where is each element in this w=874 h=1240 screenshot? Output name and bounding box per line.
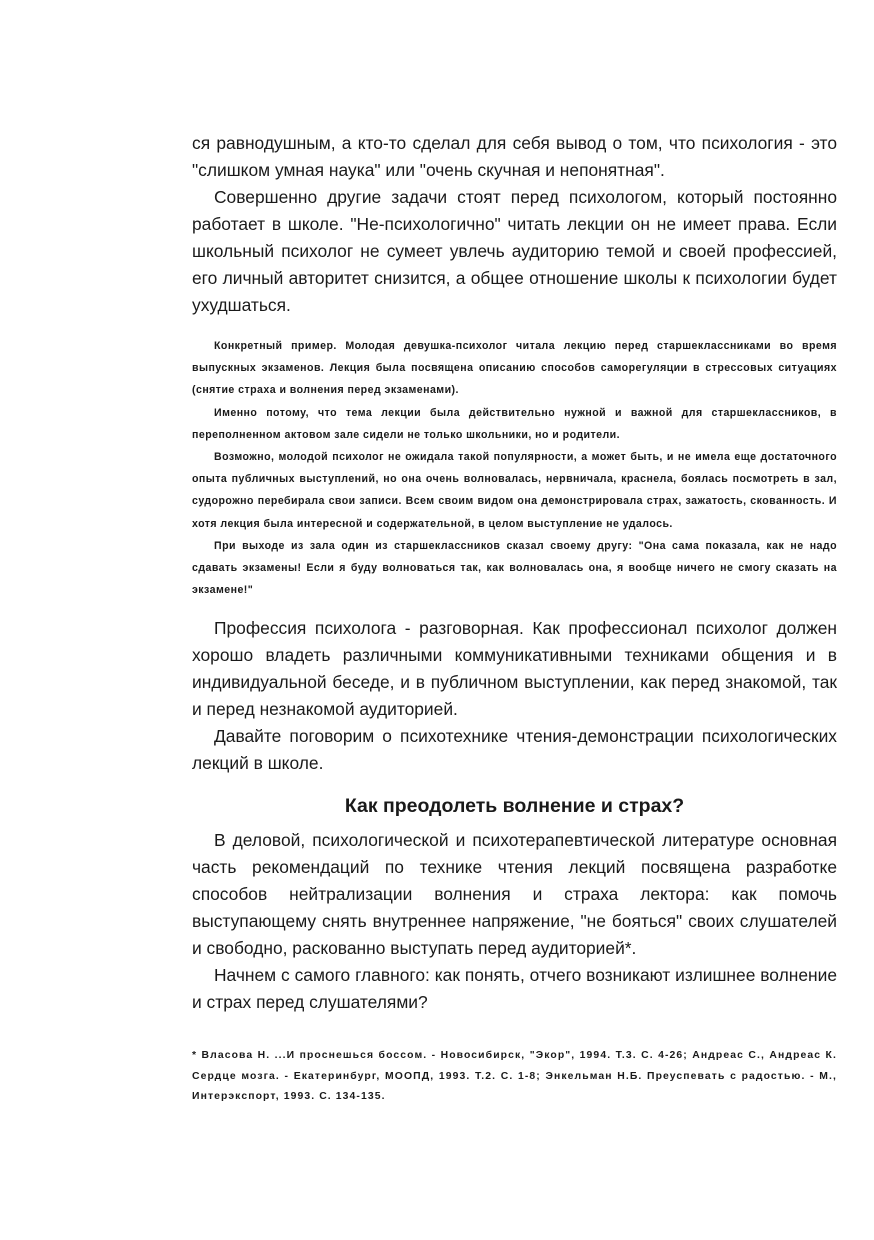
paragraph-literature: В деловой, психологической и психотерапевтической литературе основная часть рекомендаций по технике чтения лекций посвящена разработке способов нейтрализации волнения и страха лектора: как помочь выступающему снять внутреннее напряжение, "не бояться" своих слушателей и свободно, раскованно выступать перед аудиторией*. bbox=[192, 830, 837, 959]
document-page bbox=[192, 130, 837, 1108]
example-paragraph: При выходе из зала один из старшеклассников сказал своему другу: "Она сама показала, как не надо сдавать экзамены! Если я буду волноваться так, как волновалась она, я вообще ничего не смогу сказать на экзамене!" bbox=[192, 539, 837, 597]
section-heading: Как преодолеть волнение и страх? bbox=[344, 795, 685, 818]
paragraph-main-question: Начнем с самого главного: как понять, отчего возникают излишнее волнение и страх перед слушателями? bbox=[192, 965, 837, 1013]
paragraph-profession: Профессия психолога - разговорная. Как профессионал психолог должен хорошо владеть различными коммуникативными техниками общения и в индивидуальной беседе, и в публичном выступлении, как перед знакомой, так и перед незнакомой аудиторией. bbox=[192, 618, 837, 720]
example-paragraph: Возможно, молодой психолог не ожидала такой популярности, а может быть, и не имела еще достаточного опыта публичных выступлений, но она очень волновалась, нервничала, краснела, боялась посмотреть в зал, судорожно перебирала свои записи. Всем своим видом она демонстрировала страх, зажатость, скованность. И хотя лекция была интересной и содержательной, в целом выступление не удалось. bbox=[192, 451, 837, 530]
example-paragraph: Именно потому, что тема лекции была действительно нужной и важной для старшеклассников, в переполненном актовом зале сидели не только школьники, но и родители. bbox=[192, 406, 837, 441]
paragraph-lets-talk: Давайте поговорим о психотехнике чтения-демонстрации психологических лекций в школе. bbox=[192, 726, 837, 774]
example-paragraph: Конкретный пример. Молодая девушка-психолог читала лекцию перед старшеклассниками во время выпускных экзаменов. Лекция была посвящена описанию способов саморегуляции в стрессовых ситуациях (снятие страха и волнения перед экзаменами). bbox=[192, 340, 837, 397]
paragraph-school-psychologist: Совершенно другие задачи стоят перед психологом, который постоянно работает в школе. "Не-психологично" читать лекции он не имеет права. Если школьный психолог не сумеет увлечь аудиторию темой и своей профессией, его личный авторитет снизится, а общее отношение школы к психологии будет ухудшаться. bbox=[192, 187, 837, 315]
footnote: * Власова Н. ...И проснешься боссом. - Новосибирск, "Экор", 1994. Т.3. С. 4-26; Андреас С., Андреас К. Сердце мозга. - Екатеринбург, МООПД, 1993. Т.2. С. 1-8; Энкельман Н.Б. Преуспевать с радостью. - М., Интерэкспорт, 1993. С. 134-135. bbox=[192, 1050, 837, 1103]
paragraph-continuation: ся равнодушным, а кто-то сделал для себя вывод о том, что психология - это "слишком умная наука" или "очень скучная и непонятная". bbox=[192, 133, 837, 180]
example-block bbox=[192, 335, 837, 601]
